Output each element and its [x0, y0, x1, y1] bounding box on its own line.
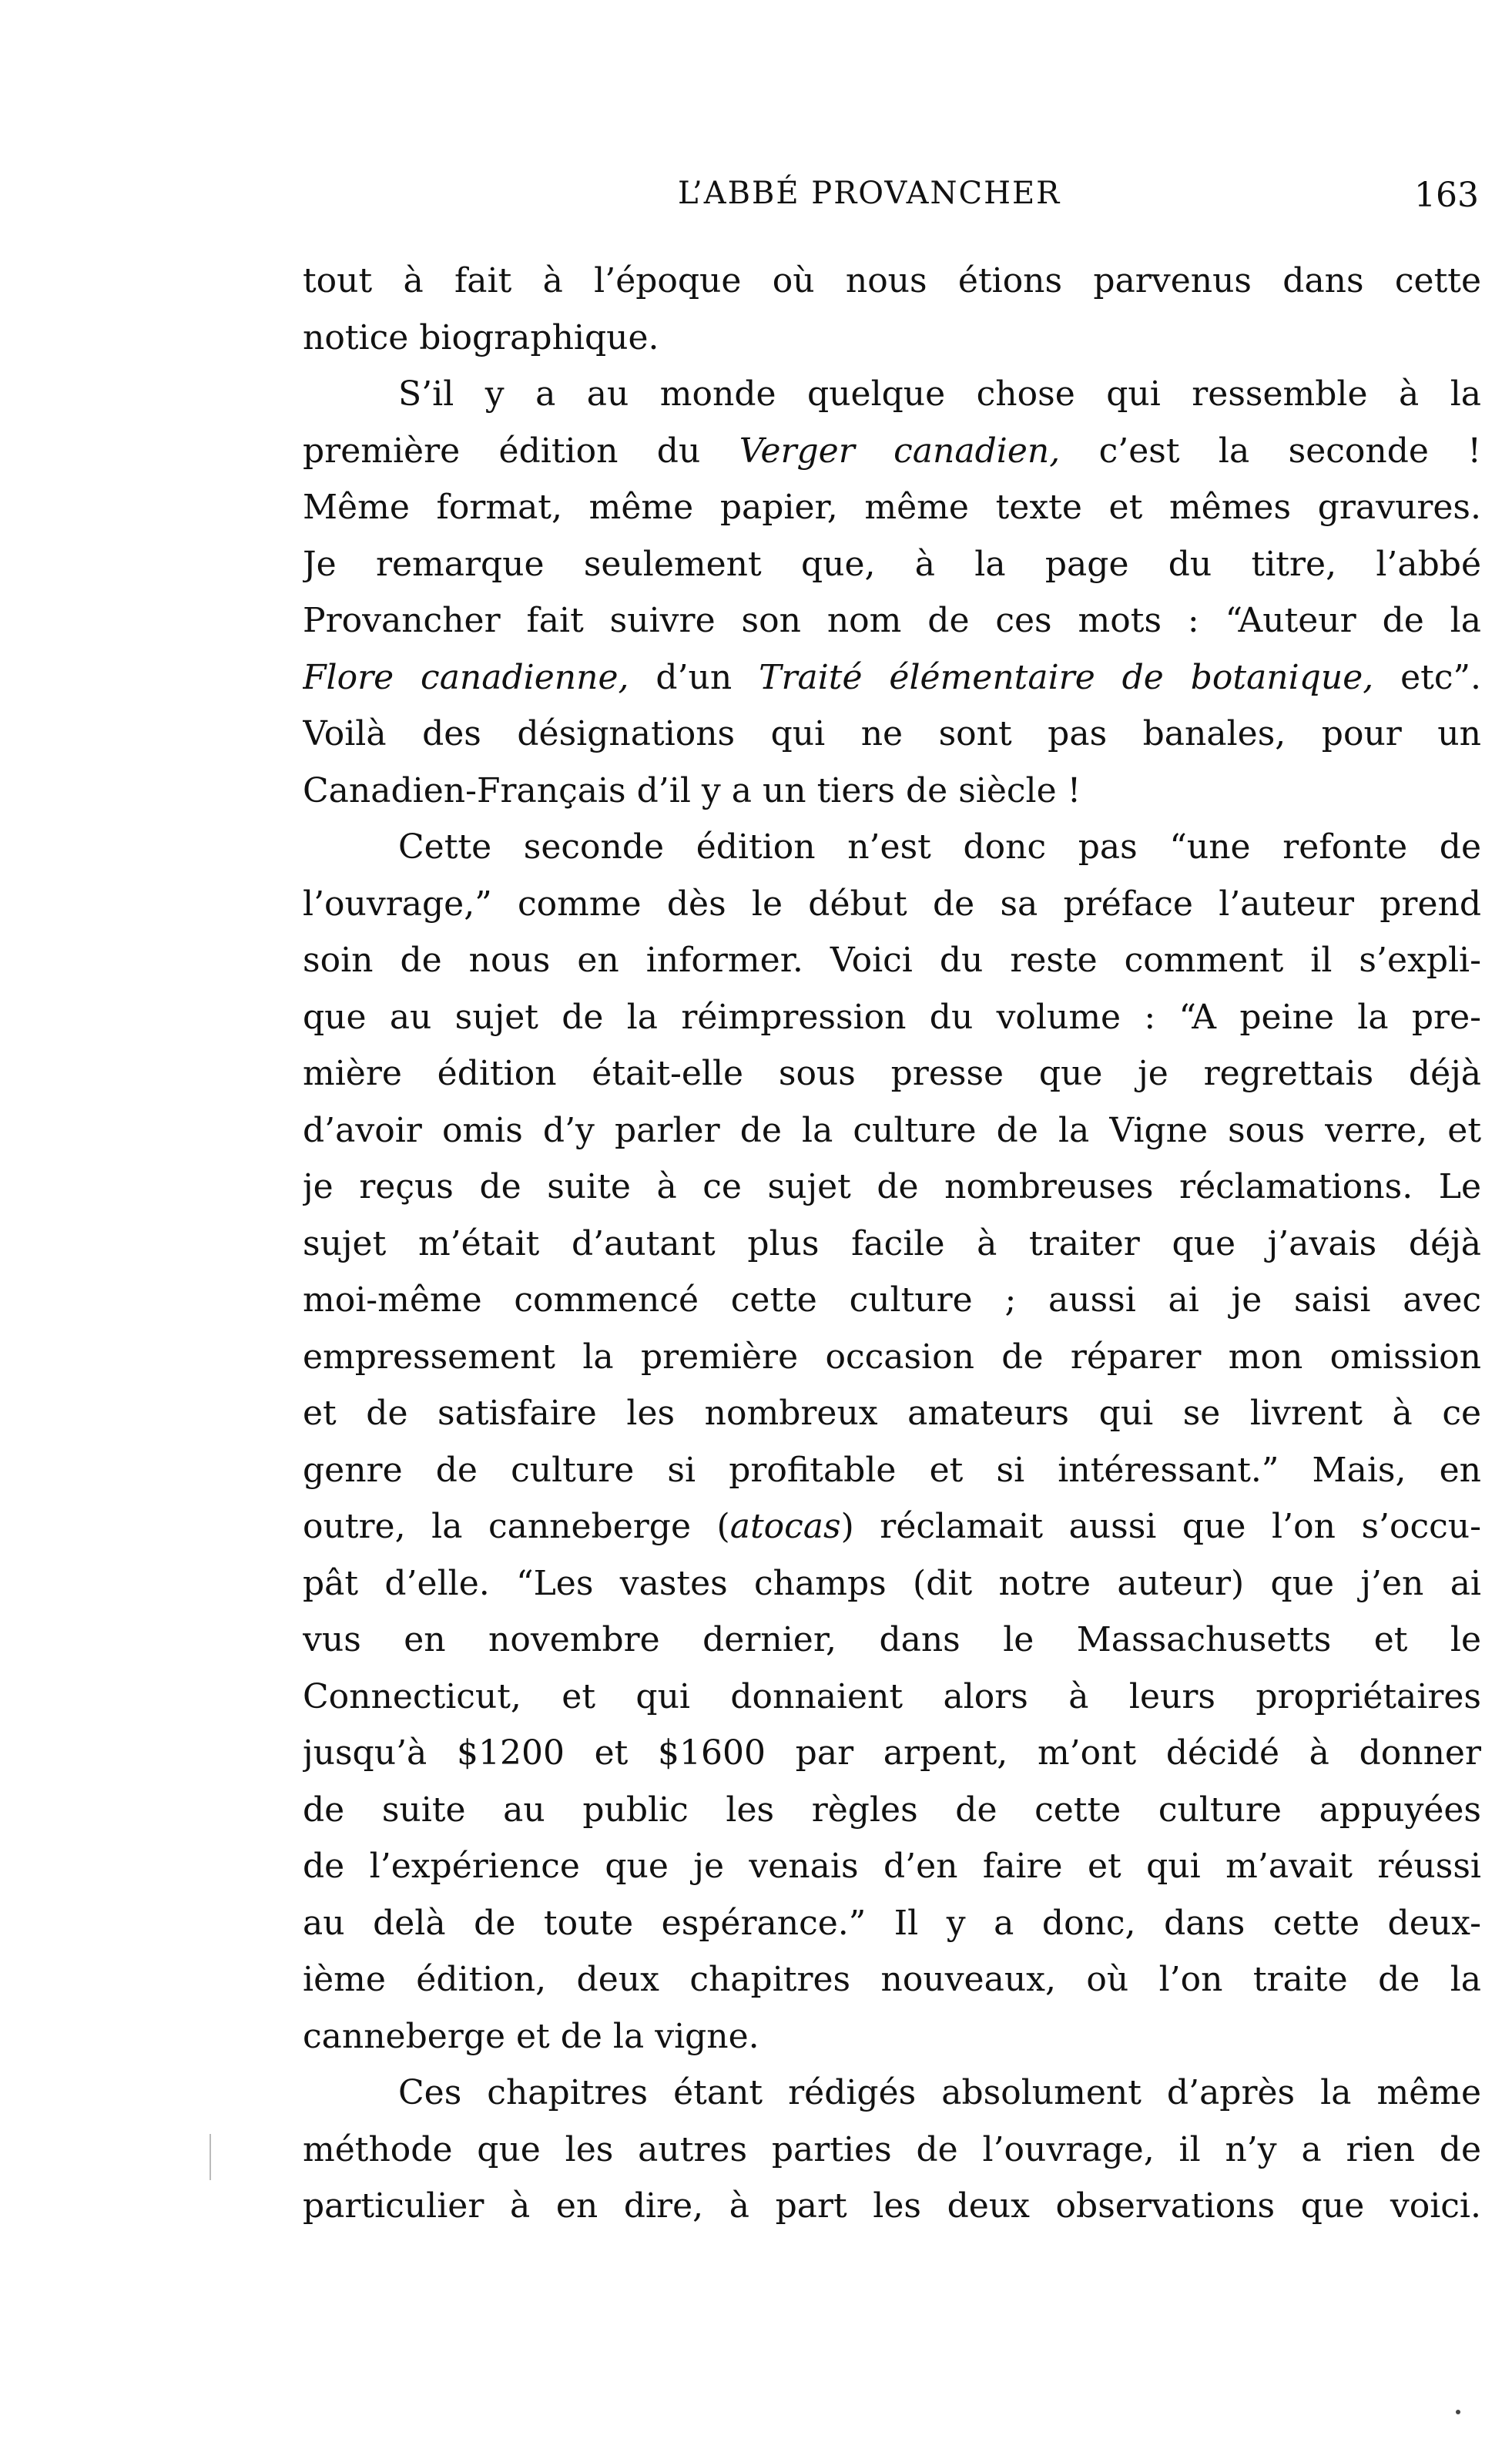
italic-title: Traité élémentaire de botanique,: [759, 657, 1374, 697]
text-line: moi-même commencé cette culture ; aussi ai je saisi avec: [303, 1280, 1481, 1320]
text-line: Même format, même papier, même texte et mêmes gravures.: [303, 488, 1481, 527]
text-line: pât d’elle. “Les vastes champs (dit notre auteur) que j’en ai: [303, 1563, 1481, 1603]
text-line: notice biographique.: [303, 317, 659, 357]
text-segment: outre, la canneberge (: [303, 1507, 730, 1546]
text-line: de suite au public les règles de cette culture appuyées: [303, 1790, 1481, 1830]
text-segment: c’est la seconde !: [1060, 431, 1481, 471]
text-line: Voilà des désignations qui ne sont pas banales, pour un: [303, 714, 1481, 753]
ink-speck: [1456, 2410, 1460, 2414]
text-line: l’ouvrage,” comme dès le début de sa préface l’auteur prend: [303, 884, 1481, 924]
text-line: je reçus de suite à ce sujet de nombreuses réclamations. Le: [303, 1167, 1481, 1206]
text-line: Je remarque seulement que, à la page du titre, l’abbé: [303, 544, 1481, 584]
text-line: genre de culture si profitable et si intéressant.” Mais, en: [303, 1450, 1481, 1490]
italic-title: Verger canadien,: [739, 431, 1061, 471]
text-line: méthode que les autres parties de l’ouvrage, il n’y a rien de: [303, 2129, 1481, 2169]
text-line: [303, 649, 1481, 706]
text-line: Canadien-Français d’il y a un tiers de siècle !: [303, 770, 1081, 810]
text-line: vus en novembre dernier, dans le Massachusetts et le: [303, 1620, 1481, 1659]
text-line: jusqu’à $1200 et $1600 par arpent, m’ont décidé à donner: [303, 1733, 1481, 1773]
margin-mark: [210, 2134, 211, 2180]
text-segment: ) réclamait aussi que l’on s’occu-: [840, 1507, 1481, 1546]
text-line: [303, 1498, 1481, 1555]
text-line: ième édition, deux chapitres nouveaux, où l’on traite de la: [303, 1960, 1481, 1999]
text-line: Provancher fait suivre son nom de ces mots : “Auteur de la: [303, 601, 1481, 640]
text-line: et de satisfaire les nombreux amateurs qui se livrent à ce: [303, 1394, 1481, 1433]
page-number: 163: [1414, 176, 1479, 215]
text-line: au delà de toute espérance.” Il y a donc, dans cette deux-: [303, 1903, 1481, 1943]
text-segment: etc”.: [1373, 657, 1481, 697]
text-line: tout à fait à l’époque où nous étions parvenus dans cette: [303, 261, 1481, 300]
running-head: [300, 176, 1479, 222]
text-line: soin de nous en informer. Voici du reste comment il s’expli-: [303, 941, 1481, 980]
italic-title: Flore canadienne,: [303, 657, 629, 697]
text-line: Ces chapitres étant rédigés absolument d’après la même: [398, 2073, 1481, 2112]
text-line: S’il y a au monde quelque chose qui ressemble à la: [398, 374, 1481, 414]
running-title: L’ABBÉ PROVANCHER: [678, 176, 1061, 211]
text-line: que au sujet de la réimpression du volume : “A peine la pre-: [303, 997, 1481, 1037]
text-line: particulier à en dire, à part les deux observations que voici.: [303, 2186, 1481, 2226]
italic-title: atocas: [729, 1507, 841, 1546]
text-line: Cette seconde édition n’est donc pas “une refonte de: [398, 827, 1481, 867]
body-text: [303, 253, 1481, 2235]
text-segment: première édition du: [303, 431, 739, 471]
text-line: empressement la première occasion de réparer mon omission: [303, 1337, 1481, 1377]
text-line: Connecticut, et qui donnaient alors à leurs propriétaires: [303, 1676, 1481, 1716]
text-line: [303, 423, 1481, 480]
text-segment: d’un: [629, 657, 759, 697]
text-line: d’avoir omis d’y parler de la culture de la Vigne sous verre, et: [303, 1110, 1481, 1150]
text-line: de l’expérience que je venais d’en faire et qui m’avait réussi: [303, 1847, 1481, 1886]
text-line: canneberge et de la vigne.: [303, 2016, 759, 2056]
text-line: sujet m’était d’autant plus facile à traiter que j’avais déjà: [303, 1223, 1481, 1263]
text-line: mière édition était-elle sous presse que je regrettais déjà: [303, 1054, 1481, 1093]
